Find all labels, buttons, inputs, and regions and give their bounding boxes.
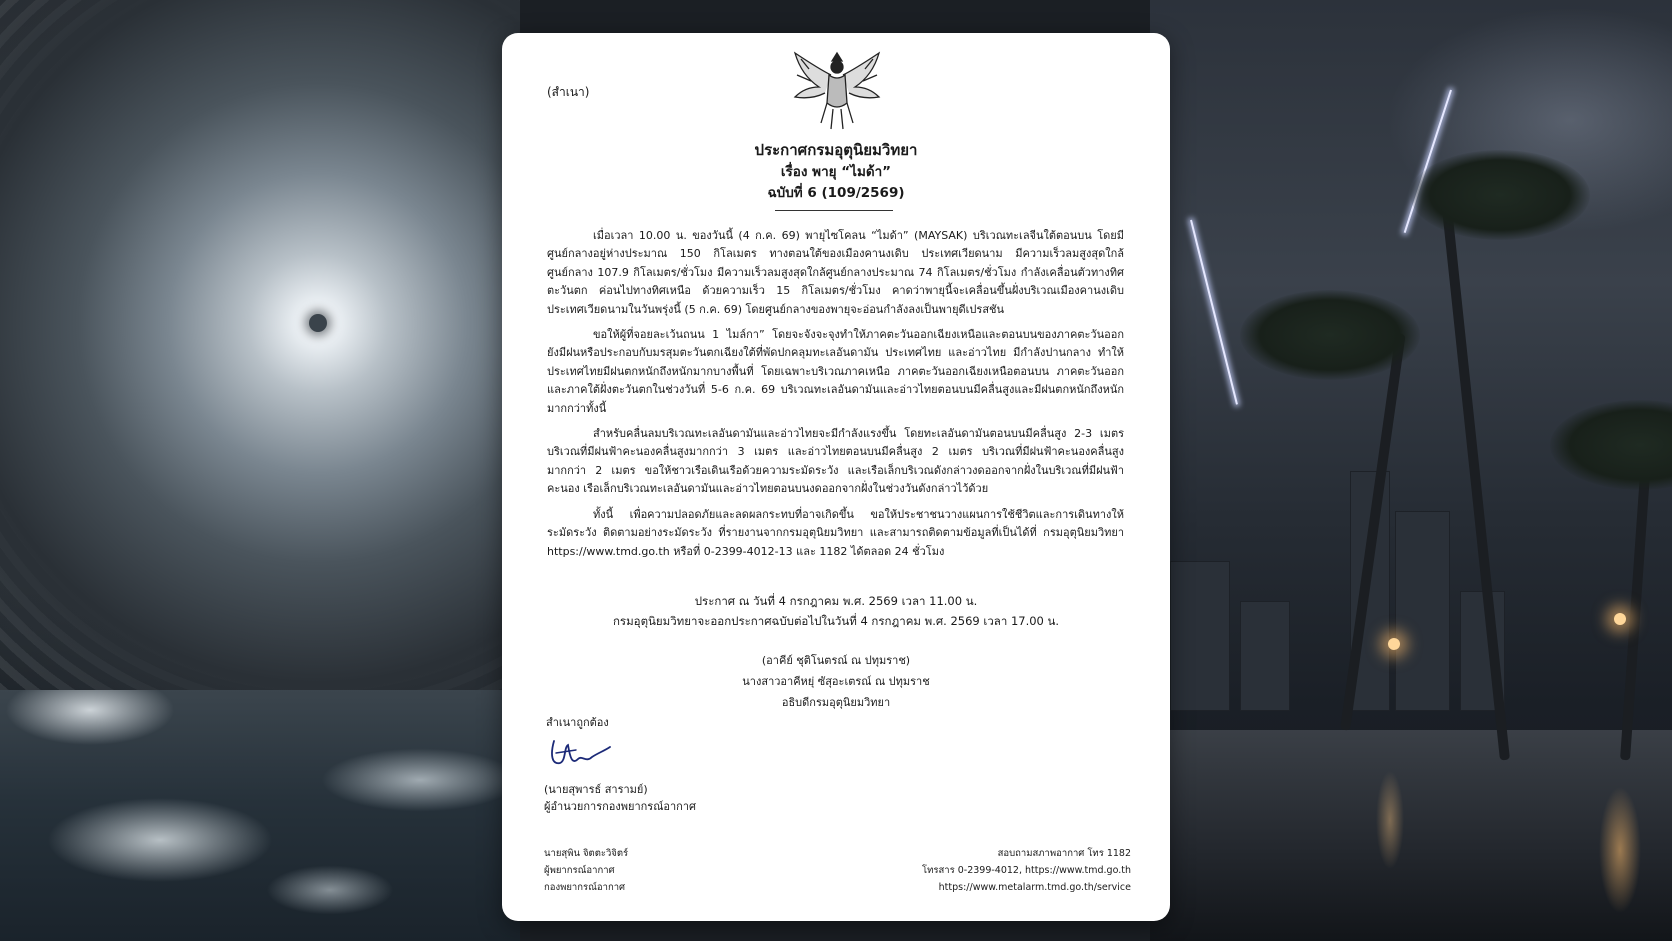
signer-title: อธิบดีกรมอุตุนิยมวิทยา	[781, 696, 891, 709]
lightning-bolt	[1190, 220, 1238, 405]
storm-background-left	[0, 0, 520, 941]
palm-fronds	[1410, 150, 1590, 240]
announcement-dates	[502, 591, 1170, 631]
palm-fronds	[1550, 400, 1672, 490]
document-subject: เรื่อง พายุ “ไมด้า”	[780, 164, 892, 180]
city-building	[1170, 561, 1230, 711]
body-paragraph: สำหรับคลื่นลมบริเวณทะเลอันดามันและอ่าวไทยจะมีกำลังแรงขึ้น โดยทะเลอันดามันตอนบนมีคลื่นสูง 2-3 เมตร บริเวณที่มีฝนฟ้าคะนองคลื่นสูงมากกว่า 3 เมตร และอ่าวไทยตอนบนมีคลื่นสูง 2 เมตร บริเวณที่มีฝนฟ้าคะนองคลื่นสูงมากกว่า 2 เมตร ขอให้ชาวเรือเดินเรือด้วยความระมัดระวัง และเรือเล็กบริเวณดังกล่าวงดออกจากฝั่งในบริเวณที่มีฝนฟ้าคะนอง เรือเล็กบริเวณทะเลอันดามันและอ่าวไทยตอนบนงดออกจากฝั่งในช่วงวันดังกล่าวไว้ด้วย	[547, 427, 1124, 496]
certifier-block	[544, 781, 696, 815]
announce-date: ประกาศ ณ วันที่ 4 กรกฎาคม พ.ศ. 2569 เวลา 11.00 น.	[694, 594, 978, 608]
footer-right-line: โทรสาร 0-2399-4012, https://www.tmd.go.th	[922, 865, 1131, 876]
certified-copy-label: สำเนาถูกต้อง	[546, 716, 609, 729]
garuda-emblem-icon	[789, 47, 885, 135]
signer-name: นางสาวอาคีหยุ่ ซัสุอะเตรณ์ ณ ปทุมราช	[742, 675, 930, 688]
footer-left-line: ผู้พยากรณ์อากาศ	[544, 865, 615, 876]
next-issue-notice: กรมอุตุนิยมวิทยาจะออกประกาศฉบับต่อไปในวันที่ 4 กรกฎาคม พ.ศ. 2569 เวลา 17.00 น.	[612, 614, 1060, 628]
signer-name-paren: (อาคีย์ ชุติโนตรณ์ ณ ปทุมราช)	[761, 654, 911, 667]
document-header	[502, 139, 1170, 204]
cyclone-eye	[309, 314, 327, 332]
document-issue-number: ฉบับที่ 6 (109/2569)	[767, 185, 905, 201]
certifier-title: ผู้อำนวยการกองพยากรณ์อากาศ	[544, 800, 697, 813]
document-title: ประกาศกรมอุตุนิยมวิทยา	[754, 141, 918, 159]
title-divider	[775, 210, 893, 211]
wet-road	[1150, 730, 1672, 941]
signature-icon	[546, 733, 616, 773]
footer-left-line: กองพยากรณ์อากาศ	[544, 882, 626, 893]
footer-right-line: https://www.metalarm.tmd.go.th/service	[938, 882, 1131, 893]
city-building	[1395, 511, 1450, 711]
body-paragraph: ขอให้ผู้ที่จอยละเว้นถนน 1 ไมล์กา” โดยจะจังจะจุงทำให้ภาคตะวันออกเฉียงเหนือและตอนบนของภาคตะวันออกยังมีฝนหรือประกอบกับมรสุมตะวันตกเฉียงใต้ที่พัดปกคลุมทะเลอันดามัน ประเทศไทย และอ่าวไทย มีกำลังปานกลาง ทำให้ประเทศไทยมีฝนตกหนักถึงหนักมากบางพื้นที่ โดยเฉพาะบริเวณภาคเหนือ ภาคตะวันออกเฉียงเหนือตอนบน ภาคตะวันออก และภาคใต้ฝั่งตะวันตกในช่วงวันที่ 5-6 ก.ค. 69 บริเวณทะเลอันดามันและอ่าวไทยตอนบนมีคลื่นสูงและมีฝนตกหนักถึงหนักมากกว่าทั้งนี้	[547, 328, 1124, 415]
document-body	[547, 227, 1124, 568]
palm-fronds	[1240, 290, 1420, 380]
footer-contact	[922, 845, 1131, 896]
street-lamp	[1614, 613, 1626, 625]
body-paragraph: ทั้งนี้ เพื่อความปลอดภัยและลดผลกระทบที่อาจเกิดขึ้น ขอให้ประชาชนวางแผนการใช้ชีวิตและการเดินทางให้ระมัดระวัง ติดตามอย่างระมัดระวัง ที่รายงานจากกรมอุตุนิยมวิทยา และสามารถติดตามข้อมูลที่เป็นได้ที่ กรมอุตุนิยมวิทยา https://www.tmd.go.th หรือที่ 0-2399-4012-13 และ 1182 ได้ตลอด 24 ชั่วโมง	[547, 507, 1124, 558]
body-paragraph: เมื่อเวลา 10.00 น. ของวันนี้ (4 ก.ค. 69) พายุไซโคลน “ไมด้า” (MAYSAK) บริเวณทะเลจีนใต้ตอนบน โดยมีศูนย์กลางอยู่ห่างประมาณ 150 กิโลเมตร ทางตอนใต้ของเมืองคานงเดิบ ประเทศเวียดนาม มีความเร็วลมสูงสุดใกล้ศูนย์กลาง 107.9 กิโลเมตร/ชั่วโมง มีความเร็วลมสูงสุดใกล้ศูนย์กลางประมาณ 74 กิโลเมตร/ชั่วโมง กำลังเคลื่อนตัวทางทิศตะวันตก ค่อนไปทางทิศเหนือ ด้วยความเร็ว 15 กิโลเมตร/ชั่วโมง คาดว่าพายุนี้จะเคลื่อนขึ้นฝั่งบริเวณเมืองคานงเดิบ ประเทศเวียดนามในวันพรุ่งนี้ (5 ก.ค. 69) โดยศูนย์กลางของพายุจะอ่อนกำลังลงเป็นพายุดีเปรสชัน	[547, 229, 1124, 316]
certifier-name: (นายสุพารธ์ สารามย์)	[544, 783, 648, 796]
copy-label: (สำเนา)	[547, 85, 590, 99]
city-building	[1240, 601, 1290, 711]
signer-block	[502, 650, 1170, 713]
footer-right-line: สอบถามสภาพอากาศ โทร 1182	[997, 848, 1131, 859]
stormy-sea	[0, 690, 520, 941]
footer-left-line: นายสุพิน จิตตะวิจิตร์	[544, 848, 629, 859]
street-lamp	[1388, 638, 1400, 650]
footer-preparer	[544, 845, 628, 896]
storm-city-background-right	[1150, 0, 1672, 941]
weather-announcement-document	[502, 33, 1170, 921]
